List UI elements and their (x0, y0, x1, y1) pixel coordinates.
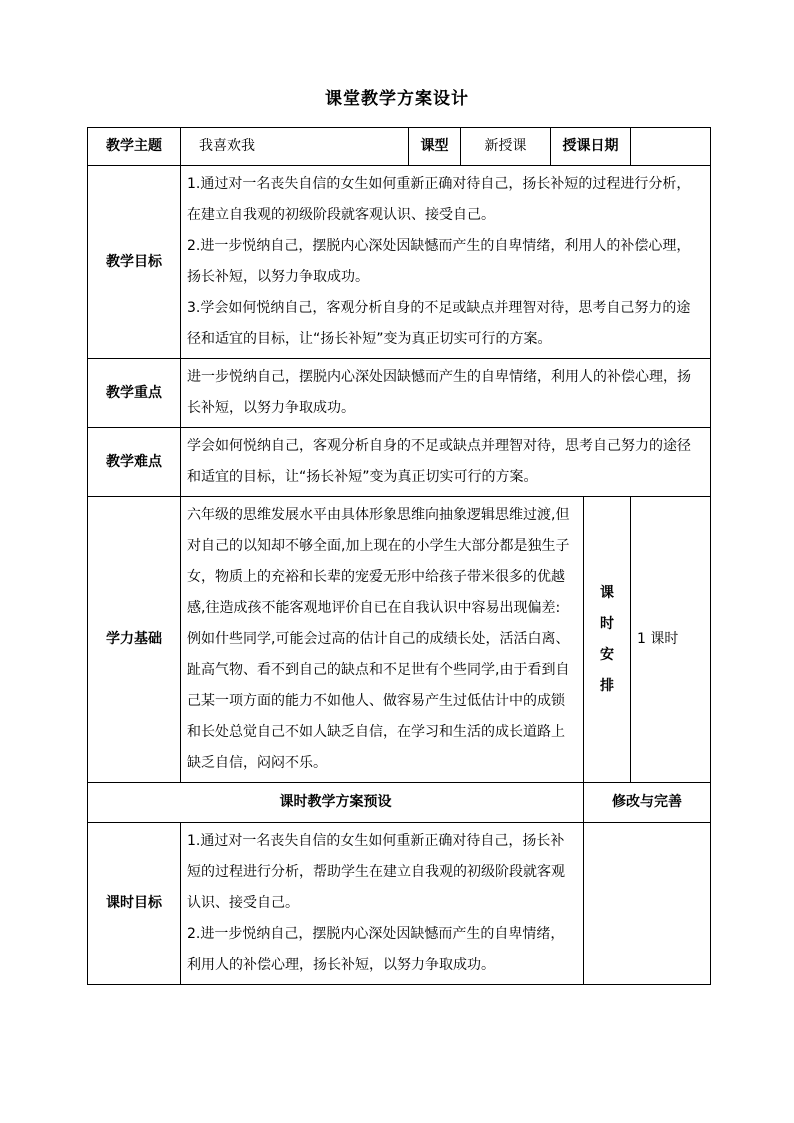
objective-item: 1.通过对一名丧失自信的女生如何重新正确对待自己，扬长补短的过程进行分析，在建立自我观的初级阶段就客观认识、接受自己。 (187, 176, 691, 223)
hours-label-char: 时 (600, 615, 614, 632)
section-header-right: 修改与完善 (584, 783, 711, 823)
difficulties-content: 学会如何悦纳自己，客观分析自身的不足或缺点并理智对待，思考自己努力的途径和适宜的目标，让“扬长补短”变为真正切实可行的方案。 (181, 428, 711, 497)
header-row (88, 128, 711, 166)
topic-label: 教学主题 (88, 128, 181, 166)
hours-value: 1 课时 (631, 497, 711, 783)
section-header-left: 课时教学方案预设 (88, 783, 584, 823)
lesson-objective-item: 1.通过对一名丧失自信的女生如何重新正确对待自己，扬长补短的过程进行分析，帮助学生在建立自我观的初级阶段就客观认识、接受自己。 (187, 833, 565, 911)
objectives-label: 教学目标 (88, 166, 181, 359)
lesson-objectives-row (88, 823, 711, 985)
lesson-objectives-content (181, 823, 584, 985)
objectives-content (181, 166, 711, 359)
difficulties-label: 教学难点 (88, 428, 181, 497)
hours-label-char: 安 (600, 646, 614, 663)
hours-label-char: 排 (600, 677, 614, 694)
key-points-row (88, 359, 711, 428)
lesson-plan-table (87, 127, 711, 985)
learning-base-label: 学力基础 (88, 497, 181, 783)
date-label: 授课日期 (551, 128, 631, 166)
objective-item: 3.学会如何悦纳自己，客观分析自身的不足或缺点并理智对待，思考自己努力的途径和适宜的目标，让“扬长补短”变为真正切实可行的方案。 (187, 300, 691, 347)
date-value (631, 128, 711, 166)
objective-item: 2.进一步悦纳自己，摆脱内心深处因缺憾而产生的自卑情绪，利用人的补偿心理，扬长补短，以努力争取成功。 (187, 238, 691, 285)
hours-label (584, 497, 631, 783)
section-header-row (88, 783, 711, 823)
hours-label-char: 课 (600, 584, 614, 601)
type-label: 课型 (409, 128, 461, 166)
lesson-objectives-label: 课时目标 (88, 823, 181, 985)
type-value: 新授课 (461, 128, 551, 166)
page-title: 课堂教学方案设计 (325, 89, 469, 109)
key-points-label: 教学重点 (88, 359, 181, 428)
learning-base-row (88, 497, 711, 783)
objectives-row (88, 166, 711, 359)
lesson-objective-item: 2.进一步悦纳自己，摆脱内心深处因缺憾而产生的自卑情绪，利用人的补偿心理，扬长补短，以努力争取成功。 (187, 926, 565, 973)
topic-value: 我喜欢我 (181, 128, 409, 166)
difficulties-row (88, 428, 711, 497)
key-points-content: 进一步悦纳自己，摆脱内心深处因缺憾而产生的自卑情绪，利用人的补偿心理，扬长补短，以努力争取成功。 (181, 359, 711, 428)
revision-cell (584, 823, 711, 985)
learning-base-content: 六年级的思维发展水平由具体形象思维向抽象逻辑思维过渡,但对自己的以知却不够全面,加上现在的小学生大部分都是独生子女，物质上的充裕和长辈的宠爱无形中给孩子带米很多的优越感,往造成孩不能客观地评价自已在自我认识中容易出现偏差: 例如什些同学,可能会过高的估计自己的成绩长处，活活白离、趾高气物、看不到自己的缺点和不足世有个些同学,由于看到自己某一项方面的能力不如他人、做容易产生过低估计中的成锁和长处总觉自己不如人缺乏自信，在学习和生活的成长道路上缺乏自信，闷闷不乐。 (181, 497, 584, 783)
